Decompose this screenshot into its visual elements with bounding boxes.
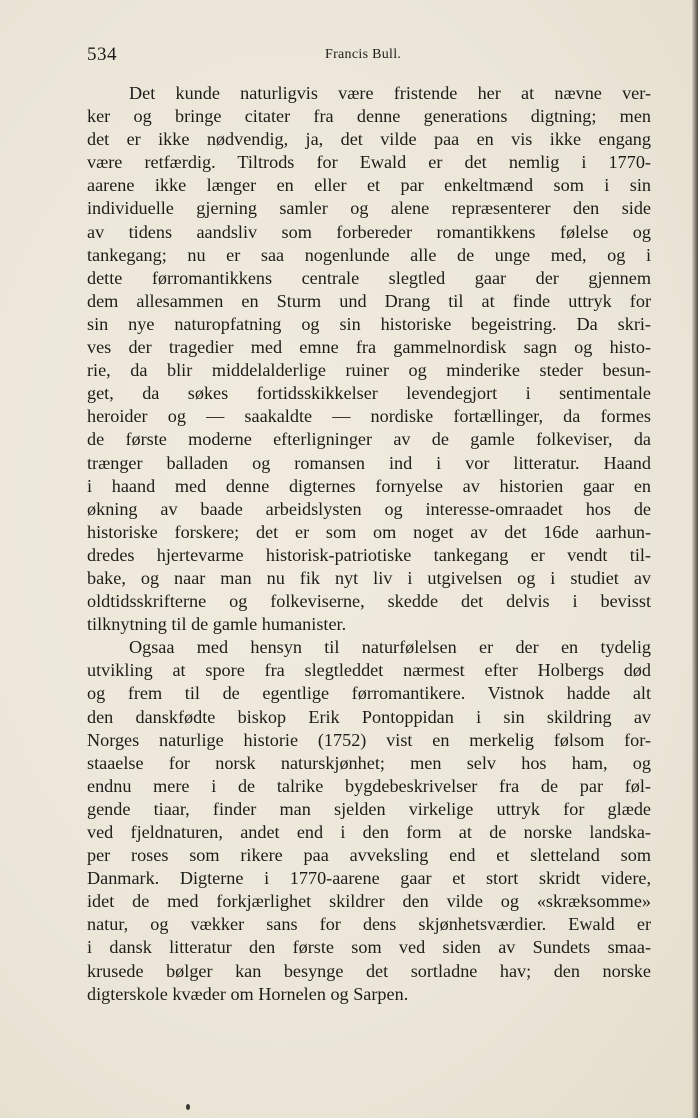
page-edge-shadow (692, 0, 698, 1118)
text-line: bake, og naar man nu fik nyt liv i utgivelsen og i studiet av (87, 567, 651, 588)
text-line: natur, og vækker sans for dens skjønhetsværdier. Ewald er (87, 914, 651, 935)
text-line: aarene ikke længer en eller et par enkeltmænd som i sin (87, 175, 651, 196)
text-line: tilknytning til de gamle humanister. (87, 614, 347, 635)
text-line: Ogsaa med hensyn til naturfølelsen er der en tydelig (129, 637, 651, 658)
body-text (87, 82, 651, 1006)
text-line: heroider og — saakaldte — nordiske fortællinger, da formes (87, 406, 651, 427)
text-line: gende tiaar, finder man sjelden virkelige uttryk for glæde (87, 798, 651, 819)
text-line: de første moderne efterligninger av de gamle folkeviser, da (87, 429, 651, 450)
text-line: endnu mere i de talrike bygdebeskrivelser fra de par føl- (87, 775, 651, 796)
text-line: det er ikke nødvendig, ja, det vilde paa en vis ikke engang (87, 129, 651, 150)
text-line: tankegang; nu er saa nogenlunde alle de unge med, og i (87, 244, 651, 265)
text-line: per roses som rikere paa avveksling end et sletteland som (87, 845, 651, 866)
text-line: i dansk litteratur den første som ved siden av Sundets smaa- (87, 937, 651, 958)
text-line: sin nye naturopfatning og sin historiske begeistring. Da skri- (87, 313, 651, 334)
text-line: krusede bølger kan besynge det sortladne hav; den norske (87, 960, 651, 981)
text-line: dette førromantikkens centrale slegtled gaar der gjennem (87, 267, 651, 288)
text-line: økning av baade arbeidslysten og interesse-omraadet hos de (87, 498, 651, 519)
text-line: oldtidsskrifterne og folkeviserne, skedde det delvis i bevisst (87, 591, 651, 612)
page-header (87, 44, 651, 68)
text-line: og frem til de egentlige førromantikere. Vistnok hadde alt (87, 683, 651, 704)
text-line: Danmark. Digterne i 1770-aarene gaar et stort skridt videre, (87, 868, 651, 889)
text-line: Det kunde naturligvis være fristende her at nævne ver- (129, 83, 651, 103)
paragraph-1 (87, 82, 651, 636)
text-line: staaelse for norsk naturskjønhet; men selv hos ham, og (87, 752, 651, 773)
text-line: utvikling at spore fra slegtleddet nærmest efter Holbergs død (87, 660, 651, 681)
running-head: Francis Bull. (325, 47, 402, 62)
text-line: trænger balladen og romansen ind i vor litteratur. Haand (87, 452, 651, 473)
paragraph-2 (87, 636, 651, 1006)
text-line: individuelle gjerning samler og alene repræsenterer den side (87, 198, 651, 219)
text-line: være retfærdig. Tiltrods for Ewald er det nemlig i 1770- (87, 152, 651, 173)
ink-speck (186, 1104, 190, 1110)
text-line: rie, da blir middelalderlige ruiner og minderike steder besun- (87, 360, 651, 381)
text-line: ker og bringe citater fra denne generations digtning; men (87, 106, 651, 127)
text-line: get, da søkes fortidsskikkelser levendegjort i sentimentale (87, 383, 651, 404)
text-line: Norges naturlige historie (1752) vist en merkelig følsom for- (87, 729, 651, 750)
text-line: av tidens aandsliv som forbereder romantikkens følelse og (87, 221, 651, 242)
text-line: dredes hjertevarme historisk-patriotiske tankegang er vendt til- (87, 544, 651, 565)
text-line: ves der tragedier med emne fra gammelnordisk sagn og histo- (87, 337, 651, 358)
text-line: dem allesammen en Sturm und Drang til at finde uttryk for (87, 290, 651, 311)
text-line: idet de med forkjærlighet skildrer den vilde og «skræksomme» (87, 891, 651, 912)
page-number: 534 (87, 44, 117, 65)
text-line: historiske forskere; det er som om noget av det 16de aarhun- (87, 521, 651, 542)
text-line: i haand med denne digternes fornyelse av historien gaar en (87, 475, 651, 496)
text-line: digterskole kvæder om Hornelen og Sarpen. (87, 983, 409, 1004)
text-line: ved fjeldnaturen, andet end i den form at de norske landska- (87, 822, 651, 842)
text-line: den danskfødte biskop Erik Pontoppidan i sin skildring av (87, 706, 651, 727)
